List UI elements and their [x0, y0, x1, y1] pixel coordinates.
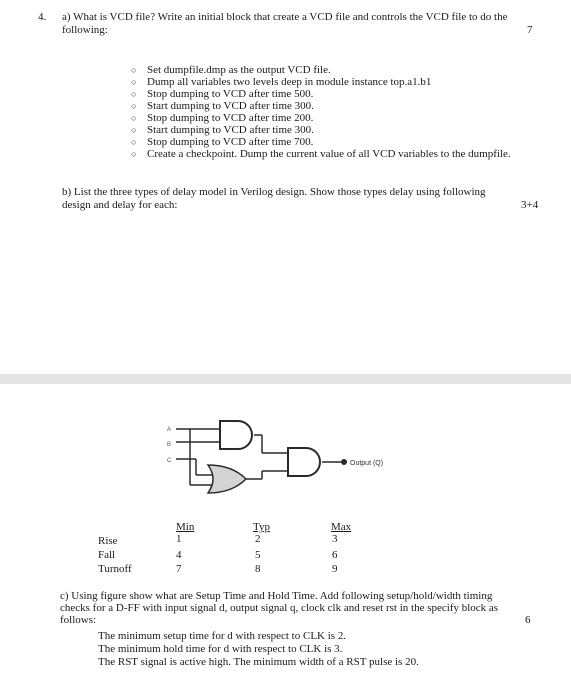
list-item-text: Dump all variables two levels deep in module instance top.a1.b1	[147, 76, 432, 88]
output-label: Output (Q)	[350, 460, 384, 467]
part-a-line1: a) What is VCD file? Write an initial block that create a VCD file and controls the VCD file to do the	[62, 11, 508, 23]
table-cell: 9	[332, 563, 338, 575]
part-c-line1: c) Using figure show what are Setup Time and Hold Time. Add following setup/hold/width timing	[60, 590, 493, 602]
list-item	[131, 112, 511, 124]
or-gate	[208, 465, 246, 493]
column-header-max: Max	[331, 521, 352, 533]
part-b-line1: b) List the three types of delay model in Verilog design. Show those types delay using following	[62, 186, 486, 198]
column-header-typ: Typ	[253, 521, 270, 533]
list-item	[131, 136, 511, 148]
bullet-icon: ○	[131, 113, 137, 123]
list-item-text: Create a checkpoint. Dump the current value of all VCD variables to the dumpfile.	[147, 148, 511, 160]
list-item	[131, 100, 511, 112]
part-c-line3: follows:	[60, 614, 97, 626]
list-item-text: Set dumpfile.dmp as the output VCD file.	[147, 64, 331, 76]
input-b-label: B	[167, 442, 172, 448]
list-item-text: Start dumping to VCD after time 300.	[147, 124, 314, 136]
list-item	[131, 124, 511, 136]
table-cell: 7	[176, 563, 182, 575]
part-b-line2: design and delay for each:	[62, 199, 178, 211]
table-cell: 2	[255, 533, 261, 545]
and-gate-output	[288, 448, 320, 476]
part-c-item: The RST signal is active high. The minimum width of a RST pulse is 20.	[98, 656, 419, 668]
bullet-icon: ○	[131, 89, 137, 99]
bullet-icon: ○	[131, 149, 137, 159]
list-item	[131, 76, 511, 88]
input-c-label: C	[167, 458, 172, 464]
part-c-item: The minimum hold time for d with respect to CLK is 3.	[98, 643, 343, 655]
row-label-turnoff: Turnoff	[98, 563, 132, 575]
bullet-icon: ○	[131, 125, 137, 135]
row-label-rise: Rise	[98, 535, 118, 547]
part-a-line2: following:	[62, 24, 108, 36]
and-gate-top	[220, 421, 252, 449]
table-cell: 4	[176, 549, 182, 561]
input-a-label: A	[167, 427, 172, 433]
list-item-text: Start dumping to VCD after time 300.	[147, 100, 314, 112]
output-terminal	[341, 459, 347, 465]
bullet-icon: ○	[131, 101, 137, 111]
vcd-task-list	[131, 64, 511, 160]
part-b-marks: 3+4	[521, 199, 539, 211]
list-item-text: Stop dumping to VCD after time 500.	[147, 88, 314, 100]
question-number: 4.	[38, 11, 47, 23]
column-header-min: Min	[176, 521, 195, 533]
logic-circuit-diagram	[160, 415, 400, 505]
list-item	[131, 88, 511, 100]
bullet-icon: ○	[131, 137, 137, 147]
table-cell: 1	[176, 533, 182, 545]
list-item-text: Stop dumping to VCD after time 700.	[147, 136, 314, 148]
bullet-icon: ○	[131, 65, 137, 75]
part-c-line2: checks for a D-FF with input signal d, output signal q, clock clk and reset rst in the specify block as	[60, 602, 499, 614]
row-label-fall: Fall	[98, 549, 116, 561]
table-cell: 8	[255, 563, 261, 575]
part-a-marks: 7	[527, 24, 533, 36]
part-c-marks: 6	[525, 614, 531, 626]
table-cell: 6	[332, 549, 338, 561]
list-item-text: Stop dumping to VCD after time 200.	[147, 112, 314, 124]
table-cell: 5	[255, 549, 261, 561]
page-separator	[0, 374, 571, 384]
part-c-item: The minimum setup time for d with respect to CLK is 2.	[98, 630, 347, 642]
bullet-icon: ○	[131, 77, 137, 87]
table-cell: 3	[332, 533, 338, 545]
list-item	[131, 64, 511, 76]
list-item	[131, 148, 511, 160]
